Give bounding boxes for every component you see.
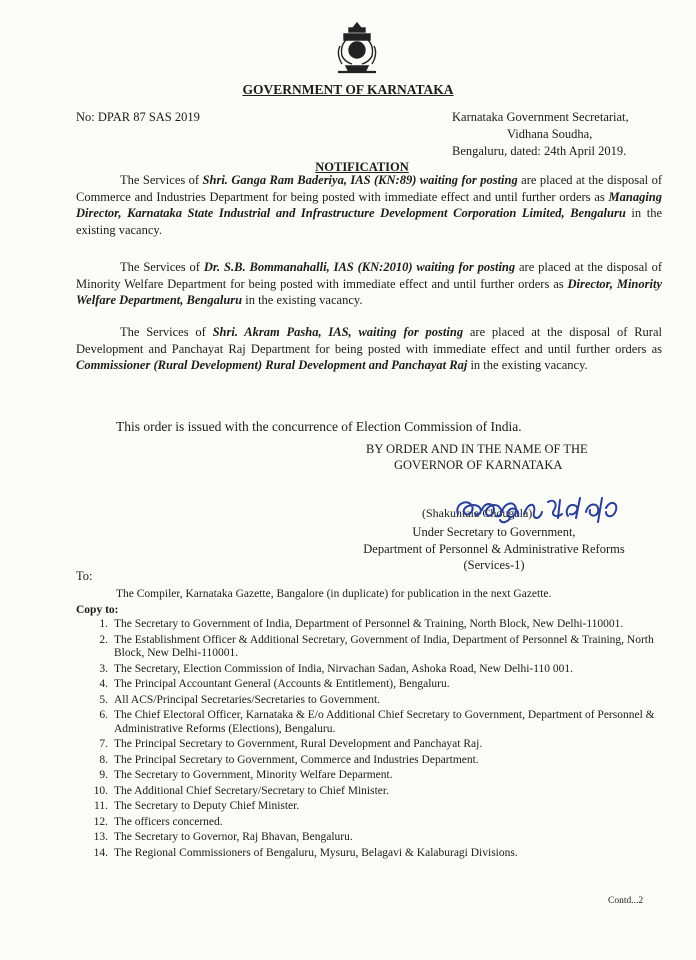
copy-to-item-text: The officers concerned. [114, 815, 223, 828]
copy-to-item-number: 1. [99, 618, 108, 630]
copy-to-item-text: The Principal Secretary to Government, Rural Development and Panchayat Raj. [114, 738, 483, 750]
copy-to-item-number: 13. [93, 831, 108, 843]
copy-to-item-text: The Establishment Officer & Additional Secretary, Government of India, Department of Personnel & Training, North Block, New Delhi-110001. [114, 633, 654, 659]
copy-to-item-text: The Principal Accountant General (Accounts & Entitlement), Bengaluru. [114, 678, 450, 690]
notification-paragraph-2 [76, 259, 662, 309]
continued-marker: Contd...2 [608, 896, 644, 906]
copy-to-list [76, 618, 662, 862]
by-order-line: GOVERNOR OF KARNATAKA [394, 458, 563, 472]
emphasis-text: Director, Minority Welfare Department, Bengaluru [76, 276, 662, 307]
copy-to-item [76, 618, 662, 632]
by-order-line: BY ORDER AND IN THE NAME OF THE [366, 442, 588, 456]
body-text: The Services of [120, 173, 203, 187]
copy-to-item-number: 8. [99, 753, 108, 766]
copy-to-item [76, 754, 662, 768]
copy-to-item-number: 12. [93, 815, 108, 828]
designation-line: Under Secretary to Government, [412, 525, 576, 539]
copy-to-item-number: 11. [94, 800, 108, 812]
copy-to-item-text: The Secretary to Deputy Chief Minister. [114, 800, 300, 812]
address-line: Karnataka Government Secretariat, [452, 110, 629, 124]
body-text: are placed at the disposal of Commerce and Industries Department for being posted with immediate effect and until further orders as [76, 173, 662, 204]
body-text: in the existing vacancy. [242, 293, 363, 307]
copy-to-item [76, 831, 662, 845]
body-text: in the existing vacancy. [76, 206, 663, 237]
copy-to-item-text: The Chief Electoral Officer, Karnataka & E/o Additional Chief Secretary to Government, Department of Personnel & Administrative Reforms (Elections), Bengaluru. [114, 709, 655, 735]
copy-to-item-text: The Regional Commissioners of Bengaluru, Mysuru, Belagavi & Kalaburagi Divisions. [114, 846, 518, 859]
notification-paragraph-3 [76, 324, 662, 374]
copy-to-item-text: The Secretary, Election Commission of India, Nirvachan Sadan, Ashoka Road, New Delhi-110 001. [114, 662, 574, 675]
office-address [452, 109, 629, 160]
copy-to-item [76, 816, 662, 830]
copy-to-item-text: The Secretary to Government, Minority Welfare Deparment. [114, 769, 393, 781]
emphasis-text: Dr. S.B. Bommanahalli, IAS (KN:2010) waiting for posting [203, 260, 516, 274]
notification-paragraph-1 [76, 172, 662, 238]
copy-to-item-number: 3. [99, 662, 108, 675]
address-line: Vidhana Soudha, [507, 127, 593, 141]
copy-to-item-number: 2. [99, 633, 108, 646]
state-emblem-icon [332, 20, 382, 78]
copy-to-item [76, 678, 662, 692]
copy-to-item [76, 785, 662, 799]
signatory-designation [344, 524, 644, 574]
address-line: Bengaluru, dated: 24th April 2019. [452, 144, 627, 158]
copy-to-item [76, 769, 662, 783]
copy-to-item-number: 5. [99, 693, 108, 706]
copy-to-label: Copy to: [76, 604, 119, 616]
government-title: GOVERNMENT OF KARNATAKA [242, 82, 454, 97]
copy-to-item [76, 663, 662, 677]
copy-to-item [76, 709, 662, 736]
copy-to-item-text: The Secretary to Government of India, Department of Personnel & Training, North Block, New Delhi-110001. [114, 618, 624, 630]
copy-to-item-number: 4. [99, 678, 108, 690]
copy-to-item [76, 800, 662, 814]
body-text: in the existing vacancy. [467, 358, 588, 372]
copy-to-item [76, 847, 662, 861]
body-text: are placed at the disposal of Minority Welfare Department for being posted with immediate effect and until further orders as [76, 260, 662, 291]
copy-to-item-text: The Secretary to Governor, Raj Bhavan, Bengaluru. [114, 831, 353, 843]
copy-to-item-number: 9. [99, 769, 108, 781]
emphasis-text: Commissioner (Rural Development) Rural Development and Panchayat Raj [76, 358, 468, 372]
copy-to-item-number: 6. [99, 709, 108, 721]
body-text: are placed at the disposal of Rural Development and Panchayat Raj Department for being posted with immediate effect and until further orders as [76, 325, 662, 356]
to-recipient: The Compiler, Karnataka Gazette, Bangalore (in duplicate) for publication in the next Gazette. [116, 588, 552, 600]
copy-to-item-text: The Principal Secretary to Government, Commerce and Industries Department. [114, 753, 479, 766]
copy-to-item [76, 738, 662, 752]
concurrence-statement: This order is issued with the concurrence of Election Commission of India. [116, 419, 522, 434]
notification-heading: NOTIFICATION [315, 160, 409, 174]
emphasis-text: Shri. Ganga Ram Baderiya, IAS (KN:89) waiting for posting [202, 173, 518, 187]
copy-to-item [76, 694, 662, 708]
by-order-block [366, 441, 588, 473]
copy-to-item-text: All ACS/Principal Secretaries/Secretaries to Government. [114, 693, 381, 706]
signatory-name: (Shakuntala Chougala) [422, 506, 533, 520]
body-text: The Services of [120, 260, 204, 274]
designation-line: (Services-1) [463, 558, 525, 572]
reference-number: No: DPAR 87 SAS 2019 [76, 110, 200, 124]
designation-line: Department of Personnel & Administrative Reforms [363, 541, 625, 556]
copy-to-item-number: 10. [93, 784, 108, 797]
emphasis-text: Shri. Akram Pasha, IAS, waiting for posting [212, 325, 464, 339]
body-text: The Services of [120, 325, 213, 339]
copy-to-item-number: 14. [93, 846, 108, 859]
emphasis-text: Managing Director, Karnataka State Industrial and Infrastructure Development Corporation Limited, Bengaluru [76, 189, 662, 220]
copy-to-item [76, 634, 662, 661]
copy-to-item-number: 7. [99, 738, 108, 750]
copy-to-item-text: The Additional Chief Secretary/Secretary to Chief Minister. [114, 784, 389, 797]
handwritten-signature [452, 488, 622, 528]
to-label: To: [76, 569, 93, 583]
